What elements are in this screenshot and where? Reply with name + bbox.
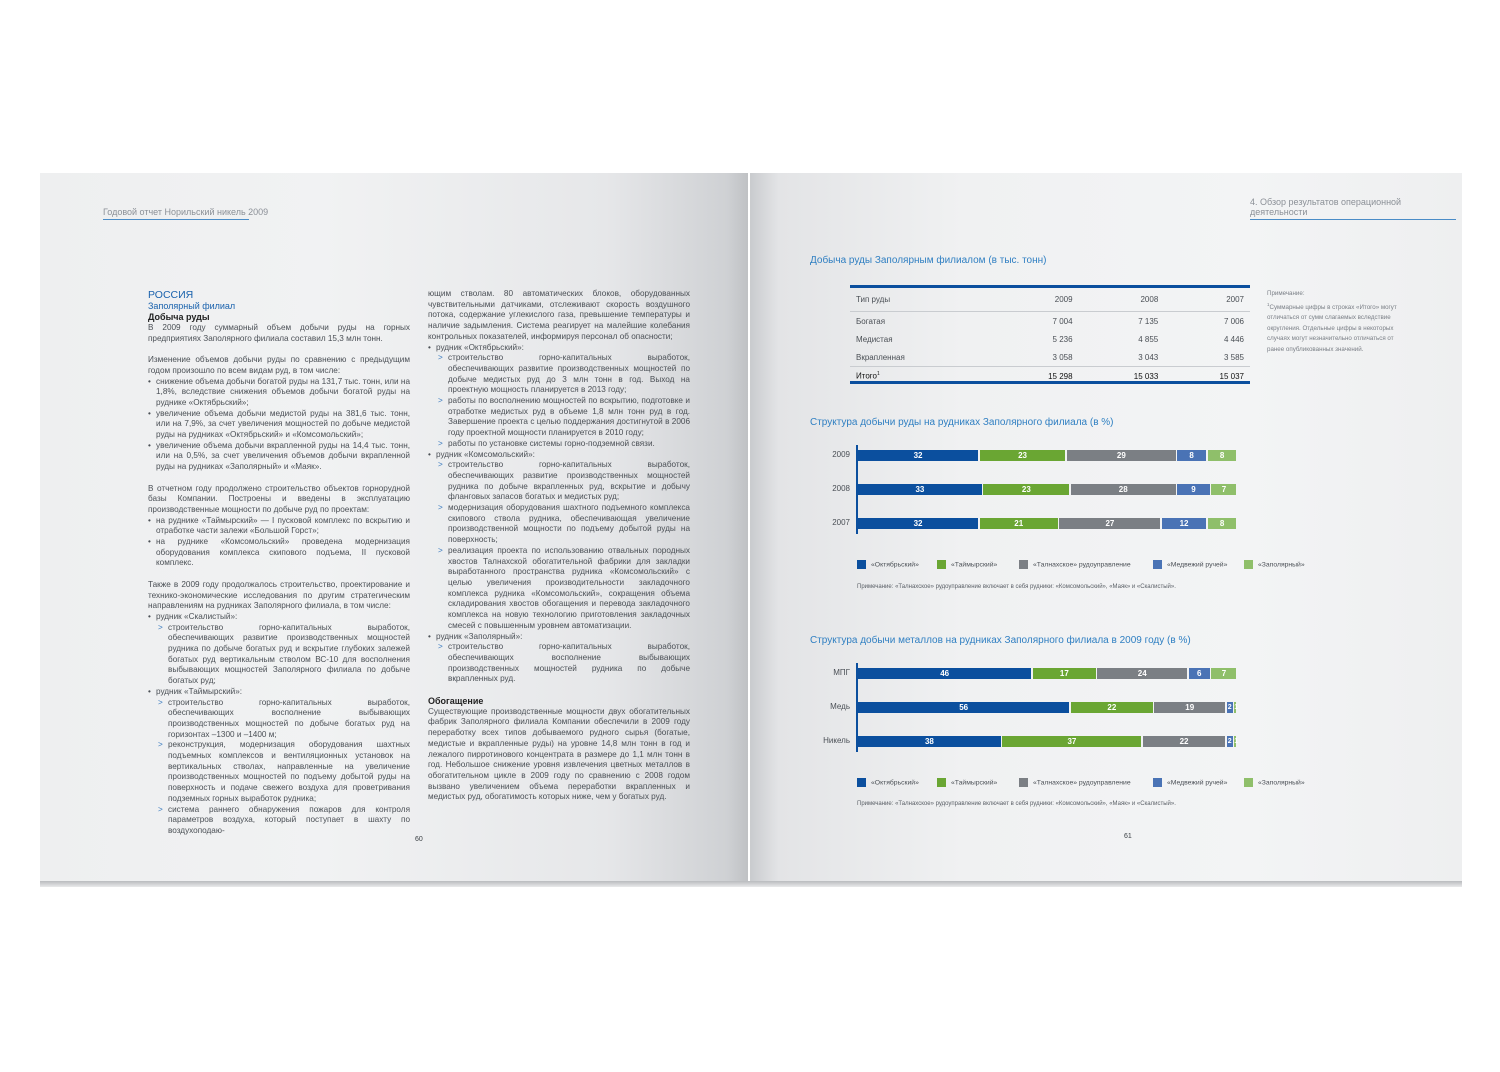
footnote-marker: 1 — [876, 371, 880, 378]
table-cell: 3 043 — [1138, 352, 1159, 362]
bar-segment: 6 — [1189, 668, 1210, 679]
legend-item — [937, 778, 997, 787]
paragraph: Также в 2009 году продолжалось строительство, проектирование и технико-экономические исследования по другим стратегическим направлениям на рудниках Заполярного филиала, в том числе: — [148, 579, 410, 611]
running-head-left: Годовой отчет Норильский никель 2009 — [103, 207, 269, 217]
right-page — [750, 173, 1462, 883]
bar-segment: 22 — [1143, 736, 1225, 747]
bullet-list — [428, 343, 690, 686]
table-row — [850, 348, 1250, 367]
metal-structure-chart — [750, 663, 1462, 753]
legend-item — [1244, 778, 1305, 787]
table-title: Добыча руды Заполярным филиалом (в тыс. тонн) — [810, 255, 1047, 266]
list-item: • рудник «Заполярный»: — [428, 632, 690, 643]
legend-item — [1153, 560, 1227, 569]
table-cell: 5 236 — [1052, 334, 1073, 344]
legend-item — [1019, 560, 1131, 569]
bar-segment: 1 — [1234, 704, 1239, 711]
note-title: Примечание: — [1267, 290, 1305, 297]
bar-segment: 19 — [1154, 702, 1225, 713]
table-cell: 7 135 — [1138, 316, 1159, 326]
list-item: • на руднике «Комсомольский» проведена модернизация оборудования комплекса скипового подъема, II пусковой комплекс. — [148, 537, 410, 569]
table-cell: 4 446 — [1223, 334, 1244, 344]
chart-2-title: Структура добычи металлов на рудниках Заполярного филиала в 2009 году (в %) — [810, 635, 1191, 646]
legend-label: «Медвежий ручей» — [1167, 561, 1228, 569]
legend-label: «Октябрьский» — [871, 561, 919, 569]
list-item: > система раннего обнаружения пожаров для контроля параметров воздуха, который поступает в шахту по воздухоподаю- — [148, 805, 410, 837]
table-header-cell: 2008 — [1079, 288, 1165, 312]
list-item: • рудник «Октябрьский»: — [428, 343, 690, 354]
paragraph: ющим стволам. 80 автоматических блоков, оборудованных чувствительными датчиками, отслеживают скорость воздушного потока, содержание углекислого газа, превышение температуры и наличие задымления. Система реагирует на малейшие колебания контрольных показателей, информируя персонал об опасности; — [428, 289, 690, 341]
bar-segment: 23 — [980, 450, 1066, 461]
left-page — [40, 173, 748, 883]
bar-segment: 46 — [858, 668, 1031, 679]
bar-segment: 23 — [983, 484, 1069, 495]
list-item: • увеличение объема добычи вкрапленной руды на 14,4 тыс. тонн, или на 0,5%, за счет увеличения объемов добычи вкрапленной руды на рудниках «Заполярный» и «Маяк». — [148, 441, 410, 473]
table-cell: Вкрапленная — [856, 352, 905, 362]
chart-1-legend — [857, 560, 1417, 572]
spread-bottom-edge — [40, 881, 1462, 887]
legend-label: «Таймырский» — [951, 779, 998, 787]
bar-segment: 9 — [1177, 484, 1210, 495]
legend-item — [1244, 560, 1305, 569]
page-number-left: 60 — [415, 836, 423, 843]
bullet-list — [148, 377, 410, 473]
legend-label: «Талнахское» рудоуправление — [1033, 779, 1131, 787]
list-item: • увеличение объема добычи медистой руды на 381,6 тыс. тонн, или на 7,9%, за счет увеличения мощностей по добыче медистой руды на рудниках «Октябрьский» и «Комсомольский»; — [148, 409, 410, 441]
table-cell: 4 855 — [1138, 334, 1159, 344]
text-column-1 — [148, 289, 410, 837]
footnote-marker: 1 — [1267, 301, 1270, 307]
branch-heading: Заполярный филиал — [148, 301, 236, 311]
legend-label: «Заполярный» — [1258, 779, 1305, 787]
table-cell: Медистая — [856, 334, 893, 344]
legend-swatch — [1153, 560, 1162, 569]
stacked-bar — [858, 484, 1238, 495]
table-bottom-rule — [850, 381, 1250, 384]
bullet-list — [148, 516, 410, 570]
legend-swatch — [857, 560, 866, 569]
stacked-bar — [858, 702, 1238, 713]
paragraph: Существующие производственные мощности двух обогатительных фабрик Заполярного филиала Компании обеспечили в 2009 году переработку всех типов добываемого рудного сырья (богатые, медистые и вкрапленные руды) на уровне 14,8 млн тонн в год и лежалого пирротинового концентрата в размере до 1,1 млн тонн в год. Небольшое снижение уровня извлечения цветных металлов в обогатительном цикле в 2009 году по сравнению с 2008 годом вызвано увеличением объема переработки вкрапленных и медистых руд, обогатимость которых ниже, чем у богатых руд. — [428, 706, 690, 802]
bar-segment: 21 — [980, 518, 1058, 529]
category-label: 2009 — [832, 450, 850, 459]
bar-segment: 2 — [1227, 704, 1232, 711]
bar-segment: 27 — [1059, 518, 1160, 529]
stacked-bar — [858, 736, 1238, 747]
bar-segment: 8 — [1208, 450, 1237, 461]
ore-structure-chart — [750, 445, 1462, 535]
list-item: > реконструкция, модернизация оборудования шахтных подъемных комплексов и вентиляционных установок на вертикальных стволах, направленные на увеличение производственных мощностей по подъему добытой руды на поверхность и подаче свежего воздуха для проветривания подземных горных выработок рудника; — [148, 740, 410, 804]
list-item: > работы по установке системы горно-подземной связи. — [428, 439, 690, 450]
list-item: • рудник «Комсомольский»: — [428, 450, 690, 461]
running-head-right — [1250, 197, 1430, 217]
legend-label: «Заполярный» — [1258, 561, 1305, 569]
bar-segment: 33 — [858, 484, 982, 495]
bar-segment: 17 — [1033, 668, 1096, 679]
legend-label: «Таймырский» — [951, 561, 998, 569]
running-head-line-1: 4. Обзор результатов операционной — [1250, 197, 1402, 207]
table-cell: 7 004 — [1052, 316, 1073, 326]
stacked-bar — [858, 450, 1238, 461]
table-cell: 3 585 — [1223, 352, 1244, 362]
text-column-2 — [428, 289, 690, 803]
bar-segment: 7 — [1211, 484, 1236, 495]
table-header-row — [850, 288, 1250, 312]
bar-segment: 2 — [1227, 738, 1232, 745]
list-item: > работы по восполнению мощностей по вскрытию, подготовке и отработке медистых руд в объеме 1,8 млн тонн руд в год. Завершение проекта с целью поддержания достигнутой в 2006 году проектной мощности планируется в 2010 году; — [428, 396, 690, 439]
bar-segment: 28 — [1071, 484, 1176, 495]
category-label: Никель — [823, 736, 850, 745]
list-item: • рудник «Скалистый»: — [148, 612, 410, 623]
legend-swatch — [1244, 560, 1253, 569]
list-item: > строительство горно-капитальных выработок, обеспечивающих развитие производственных мощностей рудника по добыче богатых руд и вскрытие глубоких залежей богатых руд вертикальным стволом ВС-10 для восполнения выбывающих мощностей Заполярного филиала по добыче богатых руд; — [148, 623, 410, 687]
bar-segment: 1 — [1234, 738, 1239, 745]
table-header-cell: 2009 — [993, 288, 1079, 312]
category-label: 2008 — [832, 484, 850, 493]
bar-segment: 8 — [1208, 518, 1237, 529]
list-item: > реализация проекта по использованию отвальных породных хвостов Талнахской обогатительной фабрики для закладки выработанного пространства рудника «Комсомольский» с целью увеличения производительности закладочного комплекса рудника «Комсомольский», сокращения объема складирования хвостов обогащения и перевода закладочного комплекса на новую технологию приготовления закладочных смесей с повышенным уровнем автоматизации. — [428, 546, 690, 632]
ore-table — [850, 288, 1250, 385]
bar-segment: 38 — [858, 736, 1001, 747]
legend-item — [1019, 778, 1131, 787]
paragraph: В 2009 году суммарный объем добычи руды на горных предприятиях Заполярного филиала составил 15,3 млн тонн. — [148, 323, 410, 343]
category-label: МПГ — [833, 668, 850, 677]
list-item: > строительство горно-капитальных выработок, обеспечивающих восполнение выбывающих производственных мощностей по добыче богатых руд на горизонтах –1300 и –1400 м; — [148, 698, 410, 741]
table-header-cell: 2007 — [1164, 288, 1250, 312]
table-cell: 15 037 — [1164, 367, 1250, 386]
chart-2-legend — [857, 778, 1417, 790]
page-number-right: 61 — [1124, 833, 1132, 840]
legend-swatch — [857, 778, 866, 787]
table-row — [850, 330, 1250, 348]
table-header-cell: Тип руды — [850, 288, 993, 312]
running-head-rule — [103, 219, 249, 220]
chart-1-note: Примечание: «Талнахское» рудоуправление включает в себя рудники: «Комсомольский», «Маяк» и «Скалистый». — [857, 584, 1176, 590]
bar-segment: 12 — [1162, 518, 1206, 529]
legend-item — [1153, 778, 1227, 787]
note-body: $^1$Суммарные цифры в строках «Итого» могут отличаться от сумм слагаемых вследствие округления. Отдельные цифры в некоторых случаях могут незначительно отличаться от ранее опубликованных значений. — [1267, 301, 1397, 353]
running-head-line-2: деятельности — [1250, 207, 1308, 217]
bar-segment: 32 — [858, 518, 978, 529]
running-head-rule — [1250, 219, 1456, 220]
bar-segment: 24 — [1097, 668, 1187, 679]
category-label: Медь — [830, 702, 850, 711]
table-cell: 15 033 — [1079, 367, 1165, 386]
stacked-bar — [858, 518, 1238, 529]
list-item: • рудник «Таймырский»: — [148, 687, 410, 698]
bar-segment: 7 — [1211, 668, 1236, 679]
legend-swatch — [1019, 560, 1028, 569]
bar-segment: 8 — [1177, 450, 1206, 461]
report-spread — [40, 173, 1462, 883]
country-heading: РОССИЯ — [148, 289, 194, 301]
stacked-bar — [858, 668, 1238, 679]
table-note — [1267, 289, 1407, 355]
list-item: • снижение объема добычи богатой руды на 131,7 тыс. тонн, или на 1,8%, вследствие снижения объемов добычи богатой руды на руднике «Октябрьский»; — [148, 377, 410, 409]
bar-segment: 29 — [1067, 450, 1176, 461]
list-item: > строительство горно-капитальных выработок, обеспечивающих развитие производственных мощностей рудника по добыче вкрапленных руд, вскрытие и добычу фланговых запасов богатых и медистых руд; — [428, 460, 690, 503]
paragraph: В отчетном году продолжено строительство объектов горнорудной базы Компании. Построены и введены в эксплуатацию производственные мощности по добыче руд по проектам: — [148, 483, 410, 514]
bar-segment: 37 — [1002, 736, 1141, 747]
legend-swatch — [1153, 778, 1162, 787]
paragraph: Изменение объемов добычи руды по сравнению с предыдущим годом произошло по всем видам руд, в том числе: — [148, 355, 410, 375]
legend-swatch — [1019, 778, 1028, 787]
legend-label: «Талнахское» рудоуправление — [1033, 561, 1131, 569]
category-label: 2007 — [832, 518, 850, 527]
legend-swatch — [1244, 778, 1253, 787]
list-item: > модернизация оборудования шахтного подъемного комплекса скипового ствола рудника, обеспечивающая увеличение производственной мощности по подъему добытой руды на поверхность; — [428, 503, 690, 546]
bar-segment: 56 — [858, 702, 1069, 713]
bar-segment: 32 — [858, 450, 978, 461]
legend-swatch — [937, 778, 946, 787]
list-item: > строительство горно-капитальных выработок, обеспечивающих восполнение выбывающих производственных мощностей рудника по добыче вкрапленных руд. — [428, 642, 690, 685]
table-cell: Богатая — [856, 316, 886, 326]
table-cell: Итого$^1$ — [850, 367, 993, 386]
legend-label: «Медвежий ручей» — [1167, 779, 1228, 787]
subsection-heading: Добыча руды — [148, 312, 210, 322]
bar-segment: 22 — [1071, 702, 1153, 713]
list-item: • на руднике «Таймырский» — I пусковой комплекс по вскрытию и отработке части залежи «Большой Горст»; — [148, 516, 410, 537]
chart-2-note: Примечание: «Талнахское» рудоуправление включает в себя рудники: «Комсомольский», «Маяк» и «Скалистый». — [857, 801, 1176, 807]
table-cell: 15 298 — [993, 367, 1079, 386]
table-row — [850, 312, 1250, 331]
chart-1-title: Структура добычи руды на рудниках Заполярного филиала (в %) — [810, 417, 1114, 428]
legend-item — [857, 778, 919, 787]
table-cell: 7 006 — [1223, 316, 1244, 326]
bullet-list — [148, 612, 410, 837]
legend-label: «Октябрьский» — [871, 779, 919, 787]
subsection-heading: Обогащение — [428, 695, 484, 706]
legend-item — [857, 560, 919, 569]
legend-item — [937, 560, 997, 569]
list-item: > строительство горно-капитальных выработок, обеспечивающих развитие производственных мощностей по добыче медистых руд до 3 млн тонн в год. Выход на проектную мощность планируется в 2013 году; — [428, 353, 690, 396]
table-cell: 3 058 — [1052, 352, 1073, 362]
legend-swatch — [937, 560, 946, 569]
